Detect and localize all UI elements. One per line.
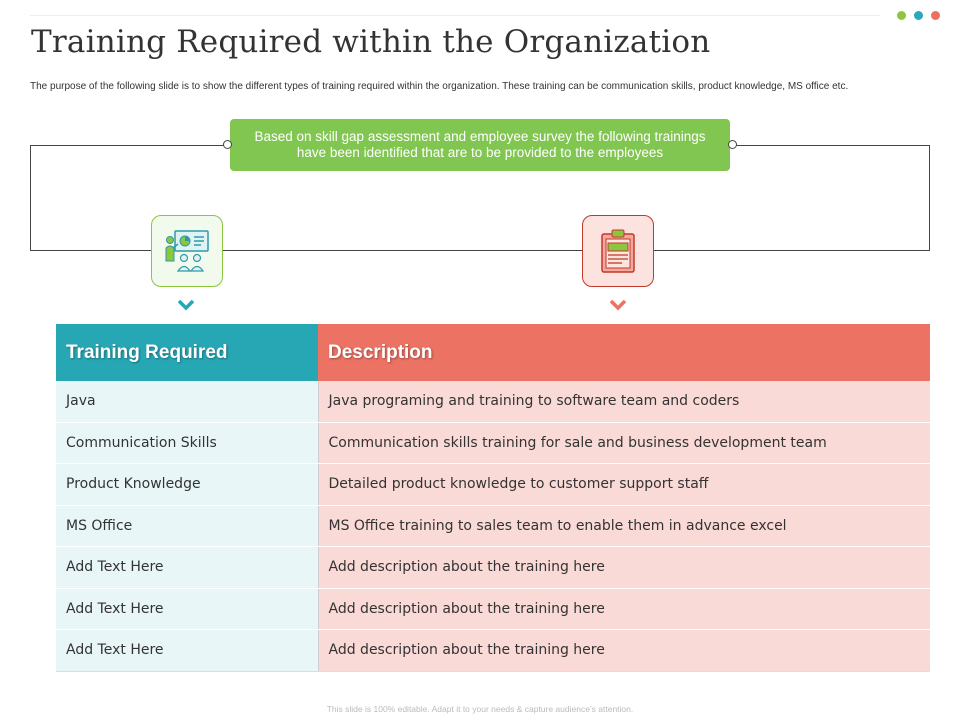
connector-node-right xyxy=(728,140,737,149)
table-row xyxy=(56,464,930,506)
description-cell: Detailed product knowledge to customer support staff xyxy=(318,464,930,506)
training-cell: Add Text Here xyxy=(56,630,318,672)
table-row xyxy=(56,547,930,589)
description-cell: Communication skills training for sale and business development team xyxy=(318,422,930,464)
description-cell: Add description about the training here xyxy=(318,630,930,672)
training-cell: Java xyxy=(56,381,318,422)
footer-note: This slide is 100% editable. Adapt it to your needs & capture audience’s attention. xyxy=(326,704,634,714)
green-dot xyxy=(897,11,906,20)
table-header-row xyxy=(56,324,930,381)
training-cell: Communication Skills xyxy=(56,422,318,464)
clipboard-document-icon xyxy=(582,215,654,287)
table-row xyxy=(56,630,930,672)
column-header-description: Description xyxy=(318,324,930,381)
column-header-training: Training Required xyxy=(56,324,318,381)
training-cell: MS Office xyxy=(56,505,318,547)
training-cell: Add Text Here xyxy=(56,588,318,630)
page-title: Training Required within the Organization xyxy=(31,24,711,60)
connector-node-left xyxy=(223,140,232,149)
table-row xyxy=(56,381,930,422)
top-divider xyxy=(30,15,880,16)
table-row xyxy=(56,505,930,547)
page-subtitle: The purpose of the following slide is to show the different types of training required within the organization. These training can be communication skills, product knowledge, MS office etc. xyxy=(30,81,849,92)
red-dot xyxy=(931,11,940,20)
teal-dot xyxy=(914,11,923,20)
training-table xyxy=(56,324,930,672)
chevron-down-icon xyxy=(610,298,626,312)
description-cell: Java programing and training to software team and coders xyxy=(318,381,930,422)
description-cell: MS Office training to sales team to enable them in advance excel xyxy=(318,505,930,547)
table-row xyxy=(56,422,930,464)
table-row xyxy=(56,588,930,630)
description-cell: Add description about the training here xyxy=(318,547,930,589)
callout-box xyxy=(230,119,730,171)
callout-text: Based on skill gap assessment and employee survey the following trainings have been identified that are to be provided to the employees xyxy=(254,129,706,160)
training-cell: Product Knowledge xyxy=(56,464,318,506)
presentation-audience-icon xyxy=(151,215,223,287)
description-cell: Add description about the training here xyxy=(318,588,930,630)
training-cell: Add Text Here xyxy=(56,547,318,589)
chevron-down-icon xyxy=(178,298,194,312)
